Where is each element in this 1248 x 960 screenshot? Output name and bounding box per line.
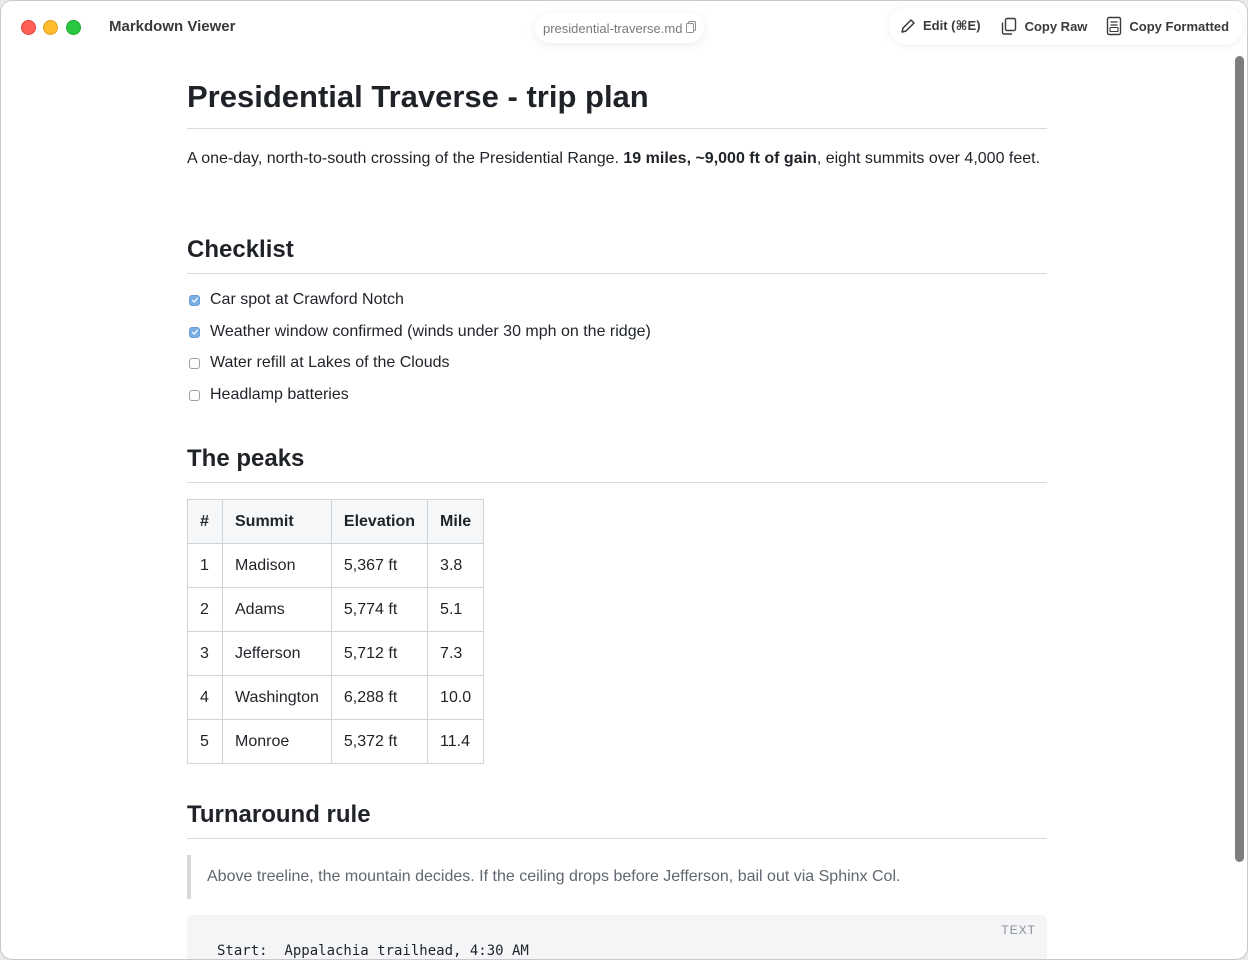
toolbar [889,7,1243,45]
vertical-scrollbar[interactable] [1235,56,1244,862]
table-row [188,720,484,764]
app-title: Markdown Viewer [109,18,236,35]
copy-raw-button[interactable] [993,11,1094,41]
table-cell: 10.0 [428,676,484,720]
filename-label: presidential-traverse.md [543,20,683,36]
peaks-heading: The peaks [187,445,305,472]
column-header: Elevation [331,500,427,544]
column-header: Mile [428,500,484,544]
intro-text-end: , eight summits over 4,000 feet. [816,150,1041,167]
table-cell: 11.4 [428,720,484,764]
table-cell: Jefferson [223,632,332,676]
table-cell: 5,712 ft [331,632,427,676]
turnaround-divider [187,838,1047,839]
table-cell: Monroe [223,720,332,764]
checklist-item [187,384,349,406]
copy-path-icon[interactable] [686,21,696,36]
intro-paragraph [187,145,1047,172]
table-header-row [188,500,484,544]
edit-button-label: Edit (⌘E) [923,18,981,33]
code-block [187,915,1047,960]
blockquote-text: Above treeline, the mountain decides. If the ceiling drops before Jefferson, bail out via Sphinx Col. [207,868,901,885]
table-row [188,632,484,676]
table-cell: 3.8 [428,544,484,588]
checklist-item-label: Car spot at Crawford Notch [210,291,404,308]
title-divider [187,128,1047,129]
table-cell: 2 [188,588,223,632]
table-cell: 7.3 [428,632,484,676]
checklist-item [187,321,651,343]
column-header: Summit [223,500,332,544]
column-header: # [188,500,223,544]
checklist-item [187,352,450,374]
table-cell: 4 [188,676,223,720]
table-cell: 6,288 ft [331,676,427,720]
table-row [188,588,484,632]
table-cell: 5.1 [428,588,484,632]
edit-button[interactable] [893,11,987,41]
blockquote [187,855,1047,899]
peaks-divider [187,482,1047,483]
copy-formatted-label: Copy Formatted [1129,18,1230,34]
checklist-item-label: Water refill at Lakes of the Clouds [210,354,450,371]
table-cell: 5,774 ft [331,588,427,632]
intro-text: A one-day, north-to-south crossing of the Presidential Range. [187,150,624,167]
table-cell: Washington [223,676,332,720]
checklist-item-label: Weather window confirmed (winds under 30 mph on the ridge) [210,323,651,340]
copy-document-icon [999,16,1019,36]
intro-bold-text: 19 miles, ~9,000 ft of gain [623,150,817,167]
formatted-document-icon [1105,16,1123,36]
table-cell: 5,372 ft [331,720,427,764]
title-bar [1,1,1247,53]
table-cell: 1 [188,544,223,588]
zoom-window-button[interactable] [66,20,81,35]
minimize-window-button[interactable] [43,20,58,35]
table-row [188,676,484,720]
checkbox-unchecked[interactable] [189,390,200,401]
copy-raw-label: Copy Raw [1024,18,1088,34]
checkbox-checked[interactable] [189,327,200,338]
turnaround-heading: Turnaround rule [187,801,371,828]
checklist-heading: Checklist [187,236,294,263]
code-line: Start: Appalachia trailhead, 4:30 AM [217,943,529,959]
checkbox-checked[interactable] [189,295,200,306]
checklist-item [187,289,404,311]
table-cell: 5,367 ft [331,544,427,588]
pencil-icon [899,17,917,35]
peaks-table [187,499,484,764]
document-title: Presidential Traverse - trip plan [187,79,649,114]
close-window-button[interactable] [21,20,36,35]
copy-formatted-button[interactable] [1099,11,1235,41]
checklist-divider [187,273,1047,274]
table-cell: Madison [223,544,332,588]
table-cell: Adams [223,588,332,632]
checklist-item-label: Headlamp batteries [210,386,349,403]
checkbox-unchecked[interactable] [189,358,200,369]
table-row [188,544,484,588]
table-cell: 3 [188,632,223,676]
table-cell: 5 [188,720,223,764]
code-language-label: TEXT [1001,923,1036,937]
filename-pill[interactable] [535,13,704,43]
